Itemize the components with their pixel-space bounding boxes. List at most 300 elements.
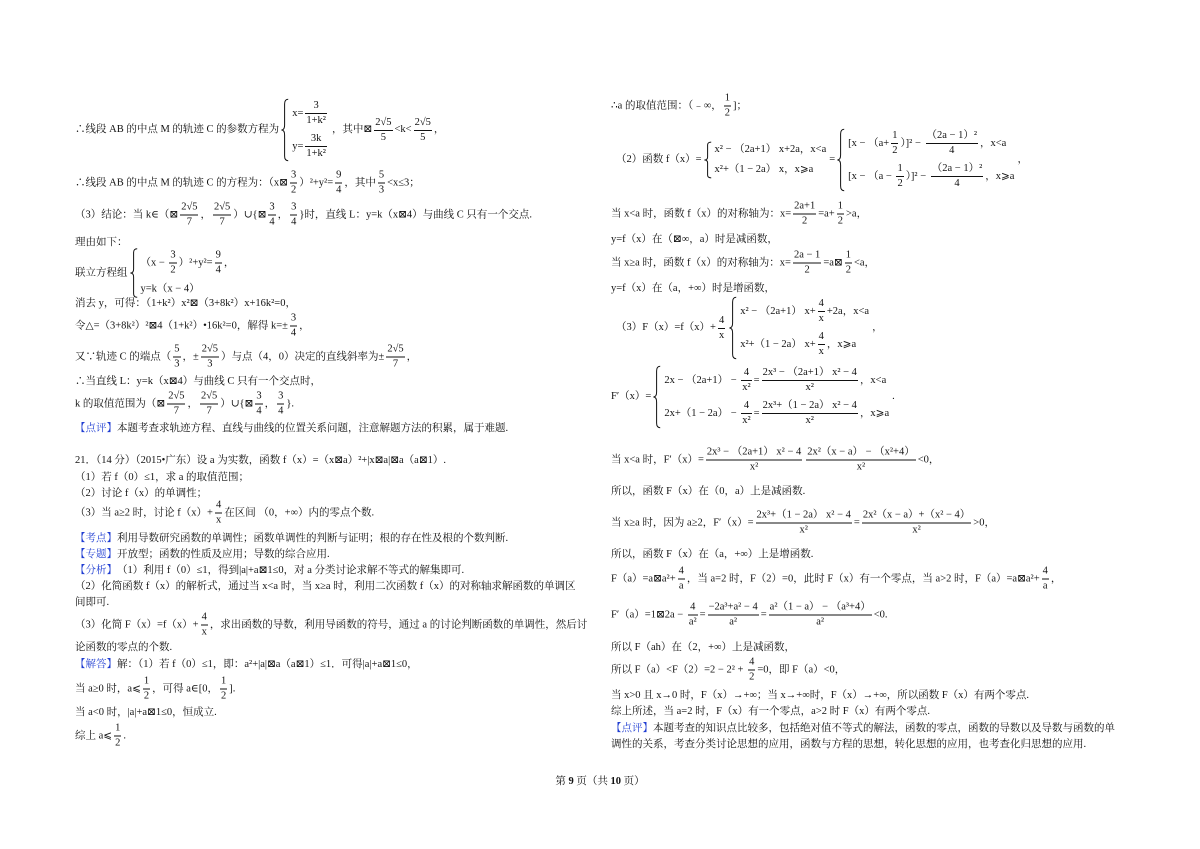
fraction-denominator: 2 <box>897 178 903 189</box>
left-line-02-trajectory-equation <box>75 170 420 197</box>
fraction <box>114 723 121 750</box>
case-rows <box>737 297 869 359</box>
text-run: 所以，函数 F（x）在（0，a）上是减函数. <box>611 486 806 497</box>
fraction-denominator: a² <box>816 616 825 628</box>
fraction <box>756 510 852 537</box>
right-line-17 <box>611 689 1029 703</box>
fraction-numerator: 2a − 1 <box>793 249 821 261</box>
text-run: }. <box>286 398 295 409</box>
fraction <box>1042 566 1049 593</box>
text-run: 所以 F（a）<F（2）=2 − 2² + <box>611 664 747 675</box>
left-line-19 <box>75 580 576 594</box>
bold-number: 10 <box>610 776 621 787</box>
fraction-denominator: x <box>215 514 222 526</box>
text-run: . <box>892 391 895 402</box>
brace-shape <box>653 366 661 428</box>
case-rows <box>845 129 1014 191</box>
text-run: F（a）=a⊠a²+ <box>611 573 676 584</box>
text-run: 论函数的零点的个数. <box>75 642 173 653</box>
left-line-05-system-of-equations <box>75 249 237 298</box>
right-line-11 <box>611 510 995 537</box>
fraction <box>290 202 297 229</box>
text-run: ，x<a <box>859 374 887 386</box>
fraction-denominator: 7 <box>186 216 192 228</box>
fraction <box>818 331 825 358</box>
left-line-07 <box>75 313 310 340</box>
text-run: ， <box>223 257 235 268</box>
left-line-24 <box>75 676 235 703</box>
fraction-numerator: 1 <box>143 675 150 687</box>
fraction <box>718 315 725 342</box>
right-line-15 <box>611 641 795 655</box>
fraction-numerator: 4 <box>743 400 750 411</box>
fraction-numerator: 3 <box>256 390 262 402</box>
text-run: ，± <box>182 351 199 362</box>
text-run: （1）若 f（0）≤1，求 a 的取值范围； <box>75 472 250 483</box>
fraction-numerator: 1 <box>220 675 227 687</box>
text-run: 联立方程组 <box>75 267 128 278</box>
fraction-numerator: 4 <box>215 499 222 511</box>
text-run: ， <box>299 320 310 331</box>
text-run: （2）讨论 f（x）的单调性； <box>75 488 208 499</box>
fraction <box>741 367 751 394</box>
left-line-06 <box>75 297 296 311</box>
right-line-19-comment <box>611 722 1115 736</box>
left-line-17-topic <box>75 548 330 562</box>
text-run: = <box>760 609 767 620</box>
piecewise-cases <box>130 249 235 298</box>
page-footer-page-number <box>0 775 1200 789</box>
fraction-numerator: 3 <box>269 201 275 213</box>
case-rows <box>289 99 329 161</box>
fraction <box>378 170 385 197</box>
fraction-numerator: 2x³+（1 − 2a） x² − 4 <box>756 509 851 521</box>
text-run: ，x⩾a <box>826 338 857 350</box>
brace-shape <box>130 249 138 298</box>
text-run: k 的取值范围为（⊠ <box>75 398 166 409</box>
fraction-numerator: 4 <box>818 298 824 309</box>
fraction <box>201 612 208 639</box>
text-run: = <box>753 374 760 386</box>
case-row <box>141 283 235 297</box>
text-run: <a， <box>853 257 876 268</box>
left-brace-icon <box>281 99 289 161</box>
fraction <box>748 657 755 684</box>
text-run: 当 x≥a 时，函数 f（x）的对称轴为：x= <box>611 257 791 268</box>
text-run: x² − （2a+1） x+2a，x<a <box>714 144 827 155</box>
text-run: （2）函数 f（x）= <box>616 154 702 165</box>
text-run: ）]² − <box>900 137 924 149</box>
text-run: }时，直线 L：y=k（x⊠4）与曲线 C 只有一个交点. <box>299 209 533 220</box>
fraction-denominator: x <box>201 626 207 638</box>
text-run: ，其中⊠ <box>331 124 373 135</box>
text-run: 当 x<a 时，F′（x）= <box>611 454 704 465</box>
fraction-denominator: 2 <box>170 264 176 276</box>
fraction <box>793 250 821 277</box>
fraction-numerator: 2x²（x − a） − （x²+4） <box>807 446 915 458</box>
text-run: F′（a）=1⊠2a − <box>611 609 686 620</box>
fraction-denominator: 2 <box>115 737 121 749</box>
fraction <box>215 500 222 527</box>
text-run: =0，即 F（a）<0， <box>757 664 846 675</box>
fraction-numerator: 1 <box>845 249 851 261</box>
fraction-denominator: 2 <box>837 215 843 227</box>
text-run: = <box>753 407 760 419</box>
text-run: <0. <box>873 609 888 620</box>
fraction-numerator: a²（1 − a） − （a³+4） <box>769 601 871 613</box>
text-run: ）²+y²= <box>178 257 213 268</box>
fraction-denominator: x² <box>799 524 808 536</box>
fraction-numerator: 2√5 <box>213 201 231 213</box>
fraction-denominator: x² <box>805 415 814 426</box>
fraction-numerator: 2x²（x − a）+（x² − 4） <box>862 509 971 521</box>
right-line-06 <box>611 282 775 296</box>
fraction-numerator: 1 <box>897 163 903 174</box>
right-line-05 <box>611 250 875 277</box>
fraction <box>862 510 971 537</box>
fraction <box>290 313 297 340</box>
fraction <box>806 447 915 474</box>
text-run: ，可得 a∈[0， <box>152 683 218 694</box>
text-run: 页） <box>621 776 645 787</box>
text-run: ∴当直线 L：y=k（x⊠4）与曲线 C 只有一个交点时， <box>75 376 322 387</box>
text-run: 页（共 <box>573 776 611 787</box>
text-run: [x − （a+ <box>848 137 890 149</box>
text-run: 间即可. <box>75 597 110 608</box>
section-label: 【点评】 <box>611 723 653 734</box>
brace-shape <box>281 99 289 161</box>
section-label: 【解答】 <box>75 659 117 670</box>
text-run: >a， <box>845 208 868 219</box>
fraction <box>290 170 297 197</box>
text-run: <0， <box>917 454 940 465</box>
fraction <box>762 400 858 427</box>
text-run: 调性的关系，考查分类讨论思想的应用，函数与方程的思想，转化思想的应用，也考查化归思想的应用. <box>611 739 1087 750</box>
fraction <box>143 676 150 703</box>
text-run: ∴线段 AB 的中点 M 的轨迹 C 的参数方程为 <box>75 124 280 135</box>
fraction-numerator: 3 <box>290 312 297 324</box>
fraction-denominator: 4 <box>278 405 284 417</box>
fraction-denominator: x <box>818 313 824 324</box>
fraction-numerator: 3 <box>313 100 319 111</box>
text-run: = <box>699 609 706 620</box>
text-run: = <box>853 517 860 528</box>
left-brace-icon <box>653 366 661 428</box>
case-rows <box>661 366 889 428</box>
piecewise-cases <box>281 99 329 161</box>
text-run: [x − （a − <box>848 170 895 182</box>
left-line-01-parametric-equation <box>75 99 444 161</box>
fraction <box>215 250 222 277</box>
text-run: 理由如下： <box>75 237 128 248</box>
fraction-denominator: x² <box>805 382 814 393</box>
text-run: ）]² − <box>905 170 929 182</box>
fraction-denominator: 5 <box>380 131 386 143</box>
text-run: ，其中 <box>344 177 376 188</box>
text-run: 所以，函数 F（x）在（a，+∞）上是增函数. <box>611 549 814 560</box>
left-brace-icon <box>729 297 737 359</box>
fraction-denominator: 1+k² <box>306 115 326 126</box>
section-label: 【分析】 <box>75 565 117 576</box>
fraction-numerator: 4 <box>749 656 755 668</box>
fraction-denominator: 4 <box>215 264 221 276</box>
fraction-numerator: 2√5 <box>181 201 198 213</box>
fraction-numerator: 3 <box>291 201 297 213</box>
text-run: 综上所述，当 a=2 时，F（x）有一个零点，a>2 时 F（x）有两个零点. <box>611 706 930 717</box>
fraction <box>708 602 759 629</box>
fraction-denominator: 4 <box>291 216 297 228</box>
fraction-numerator: 2√5 <box>414 116 431 128</box>
left-line-23-solution <box>75 658 418 672</box>
case-row <box>292 133 329 160</box>
text-run: （3）化简 F（x）=f（x）+ <box>75 619 199 630</box>
case-row <box>715 143 827 157</box>
fraction-numerator: 1 <box>115 722 121 734</box>
fraction <box>837 201 844 228</box>
left-line-16-key-points <box>75 532 508 546</box>
fraction-denominator: x² <box>742 382 751 393</box>
left-line-03-conclusion <box>75 202 532 229</box>
piecewise-cases <box>704 142 827 178</box>
left-line-15 <box>75 500 374 527</box>
text-run: ，x⩾a <box>985 170 1015 182</box>
text-run: （x − <box>140 257 168 268</box>
left-line-13 <box>75 471 249 485</box>
text-run: 2x − （2a+1） − <box>664 374 740 386</box>
fraction-numerator: 2x³ − （2a+1） x² − 4 <box>706 446 802 458</box>
fraction-denominator: 4 <box>954 178 960 189</box>
piecewise-cases <box>837 129 1014 191</box>
right-line-08-piecewise-derivative <box>611 366 895 428</box>
fraction-numerator: 3 <box>170 249 176 261</box>
text-run: 当 a<0 时，|a|+a⊠1≤0，恒成立. <box>75 707 217 718</box>
fraction-numerator: 3k <box>310 133 322 144</box>
fraction-numerator: 4 <box>718 314 725 326</box>
fraction-numerator: 1 <box>724 92 730 104</box>
text-run: ，求出函数的导数，利用导函数的符号，通过 a 的讨论判断函数的单调性，然后讨 <box>209 619 588 630</box>
text-run: 又∵轨迹 C 的端点（ <box>75 351 172 362</box>
text-run: 当 x≥a 时，因为 a≥2，F′（x）= <box>611 517 754 528</box>
fraction-numerator: 1 <box>837 200 843 212</box>
text-run: 综上 a⩽ <box>75 730 113 741</box>
fraction-denominator: 2 <box>845 264 851 276</box>
fraction <box>818 298 825 325</box>
right-line-13 <box>611 566 1061 593</box>
case-row <box>292 100 329 127</box>
text-run: ）与点（4，0）决定的直线斜率为± <box>221 351 385 362</box>
text-run: <x≤3； <box>387 177 420 188</box>
text-run: x² − （2a+1） x+ <box>740 305 816 317</box>
text-run: 当 x>0 且 x→0 时，F（x）→+∞；当 x→+∞时，F（x）→+∞，所以函数 F（x）有两个零点. <box>611 690 1030 701</box>
text-run: x²+（1 − 2a） x，x⩾a <box>714 164 814 175</box>
text-run: ， <box>1017 154 1028 165</box>
fraction <box>762 367 858 394</box>
piecewise-cases <box>729 297 869 359</box>
fraction <box>305 133 327 160</box>
fraction <box>688 602 698 629</box>
text-run: ， <box>277 209 289 220</box>
left-line-11-comment <box>75 422 508 436</box>
fraction-denominator: 2 <box>143 690 150 702</box>
text-run: 2x+（1 − 2a） − <box>664 407 740 419</box>
fraction-numerator: （2a − 1）² <box>926 130 977 141</box>
text-run: 所以 F（ah）在（2，+∞）上是减函数， <box>611 642 796 653</box>
fraction <box>213 202 231 229</box>
text-run: ， <box>433 124 445 135</box>
text-run: 当 x<a 时，函数 f（x）的对称轴为：x= <box>611 208 792 219</box>
fraction <box>896 163 903 190</box>
right-line-18-summary <box>611 705 930 719</box>
case-row <box>664 400 889 427</box>
fraction-numerator: 4 <box>201 611 207 623</box>
fraction-numerator: 2x³ − （2a+1） x² − 4 <box>762 367 857 378</box>
text-run: 利用导数研究函数的单调性；函数单调性的判断与证明；根的存在性及根的个数判断. <box>117 533 509 544</box>
fraction <box>167 391 185 418</box>
text-run: ，当 a=2 时，F（2）=0，此时 F（x）有一个零点，当 a>2 时，F（a）=a⊠a²+ <box>686 573 1040 584</box>
left-line-21 <box>75 612 587 639</box>
right-line-02-piecewise-f <box>616 129 1028 191</box>
brace-shape <box>729 297 737 359</box>
fraction-denominator: 2 <box>802 215 808 227</box>
text-run: ， <box>406 351 418 362</box>
fraction <box>220 676 227 703</box>
fraction <box>769 602 872 629</box>
text-run: ）∪{⊠ <box>220 398 254 409</box>
case-row <box>141 250 235 277</box>
fraction-denominator: 3 <box>378 184 385 196</box>
text-run: y=k（x − 4） <box>140 283 200 295</box>
left-line-10 <box>75 391 294 418</box>
text-run: <k< <box>394 124 412 135</box>
fraction-denominator: a² <box>729 616 738 628</box>
section-label: 【考点】 <box>75 533 117 544</box>
text-run: ）∪{⊠ <box>233 209 267 220</box>
text-run: ， <box>187 398 198 409</box>
case-row <box>848 163 1014 190</box>
left-line-09 <box>75 375 321 389</box>
text-run: >0， <box>973 517 995 528</box>
right-line-04 <box>611 233 778 247</box>
fraction <box>706 447 802 474</box>
fraction-denominator: 2 <box>749 671 755 683</box>
left-line-18-analysis <box>75 564 464 578</box>
fraction <box>926 130 978 157</box>
text-run: 解：（1）若 f（0）≤1，即：a²+|a|⊠a（a⊠1）≤1．可得|a|+a⊠1≤0， <box>117 659 418 670</box>
text-run: ]. <box>229 683 236 694</box>
fraction-denominator: 2 <box>724 107 730 119</box>
fraction-denominator: 7 <box>173 405 179 417</box>
text-run: x²+（1 − 2a） x+ <box>740 338 816 350</box>
fraction-denominator: 4 <box>256 405 262 417</box>
text-run: ]； <box>732 100 747 111</box>
left-brace-icon <box>130 249 138 298</box>
fraction-denominator: 1+k² <box>306 148 326 159</box>
fraction-numerator: 2x³+（1 − 2a） x² − 4 <box>762 400 857 411</box>
text-run: （3）F（x）=f（x）+ <box>616 322 716 333</box>
fraction-denominator: 7 <box>206 405 212 417</box>
case-row <box>715 163 827 177</box>
text-run: ）²+y²= <box>299 177 334 188</box>
fraction-numerator: 1 <box>892 130 898 141</box>
fraction-numerator: 4 <box>1042 565 1048 577</box>
fraction-numerator: 2√5 <box>375 116 392 128</box>
fraction-denominator: 4 <box>269 216 275 228</box>
fraction <box>741 400 751 427</box>
fraction <box>931 163 983 190</box>
text-run: 当 a≥0 时，a⩽ <box>75 683 141 694</box>
fraction-denominator: 5 <box>420 131 426 143</box>
section-label: 【专题】 <box>75 549 117 560</box>
fraction-numerator: 5 <box>174 343 180 355</box>
text-run: 本题考查求轨迹方程、直线与曲线的位置关系问题，注意解题方法的积累，属于难题. <box>117 423 509 434</box>
case-row <box>848 130 1014 157</box>
right-line-03 <box>611 201 867 228</box>
text-run: 21．（14 分）（2015•广东）设 a 为实数，函数 f（x）=（x⊠a）²+|x⊠a|⊠a（a⊠1）. <box>75 455 446 466</box>
text-run: F′（x）= <box>611 391 652 402</box>
fraction-denominator: 2 <box>290 184 297 196</box>
fraction <box>180 202 198 229</box>
case-rows <box>712 142 827 178</box>
fraction-denominator: x² <box>856 461 866 473</box>
fraction-denominator: x² <box>742 415 751 426</box>
fraction-denominator: 7 <box>219 216 225 228</box>
text-run: ，x⩾a <box>859 407 890 419</box>
fraction <box>169 250 176 277</box>
fraction <box>414 117 432 144</box>
fraction-denominator: 4 <box>336 184 342 196</box>
fraction-denominator: x <box>718 329 725 341</box>
fraction-numerator: 2√5 <box>387 343 404 355</box>
fraction-denominator: a <box>1042 580 1048 592</box>
fraction <box>200 391 218 418</box>
text-run: =a⊠ <box>823 257 843 268</box>
text-run: y= <box>292 140 304 152</box>
text-run: 在区间 （0，+∞）内的零点个数. <box>224 507 375 518</box>
text-run: ， <box>200 209 211 220</box>
text-run: ， <box>1050 573 1062 584</box>
fraction-numerator: 4 <box>818 331 824 342</box>
fraction <box>724 93 731 120</box>
right-line-14 <box>611 602 888 629</box>
fraction <box>268 202 275 229</box>
fraction <box>305 100 327 127</box>
fraction <box>386 344 404 371</box>
case-rows <box>138 249 235 298</box>
text-run: 开放型；函数的性质及应用；导数的综合应用. <box>117 549 330 560</box>
fraction-numerator: 3 <box>290 169 297 181</box>
case-row <box>740 331 869 358</box>
text-run: （2）化简函数 f（x）的解析式，通过当 x<a 时，当 x≥a 时，利用二次函数 f（x）的对称轴求解函数的单调区 <box>75 581 576 592</box>
right-line-20 <box>611 738 1086 752</box>
text-run: （3）当 a≥2 时，讨论 f（x）+ <box>75 507 213 518</box>
left-line-20 <box>75 596 109 610</box>
right-line-10 <box>611 485 805 499</box>
fraction-denominator: a² <box>688 616 697 628</box>
text-run: . <box>123 730 126 741</box>
left-line-08 <box>75 344 417 371</box>
fraction <box>678 566 685 593</box>
fraction-numerator: 2√5 <box>200 390 218 402</box>
text-run: 本题考查的知识点比较多，包括绝对值不等式的解法，函数的零点，函数的导数以及导数与函数的单 <box>653 723 1115 734</box>
fraction-denominator: 2 <box>892 145 898 156</box>
fraction <box>173 344 180 371</box>
fraction-numerator: （2a − 1）² <box>931 163 983 174</box>
fraction-numerator: 5 <box>378 169 385 181</box>
left-brace-icon <box>704 142 712 178</box>
text-run: +2a，x<a <box>826 305 870 317</box>
left-line-26 <box>75 723 126 750</box>
fraction-denominator: 4 <box>949 145 955 156</box>
